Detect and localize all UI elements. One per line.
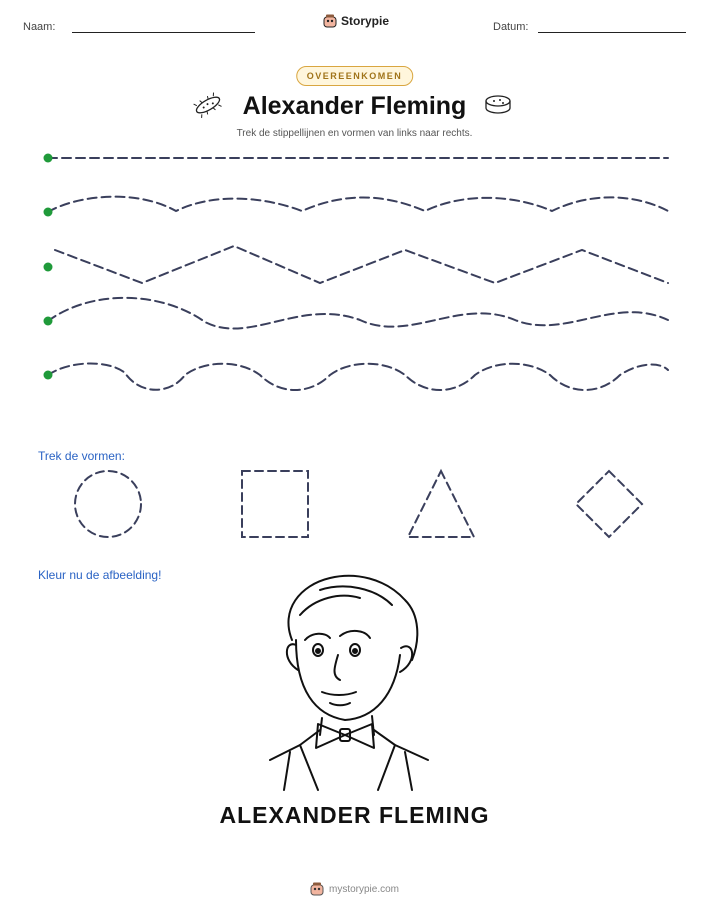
tracing-line-zigzag[interactable] <box>55 246 668 283</box>
tracing-shape-circle[interactable] <box>75 471 141 537</box>
page-title: Alexander Fleming <box>242 92 467 120</box>
tracing-shape-square[interactable] <box>242 471 308 537</box>
start-dot-2 <box>44 208 53 217</box>
footer-site[interactable]: mystorypie.com <box>328 883 399 895</box>
shapes-section-label: Trek de vormen: <box>38 449 125 463</box>
tracing-line-wave-3[interactable] <box>48 363 668 390</box>
footer <box>0 882 709 896</box>
petri-dish-icon <box>486 96 510 113</box>
date-label: Datum: <box>493 21 529 33</box>
storypie-footer-icon <box>310 882 324 896</box>
tracing-shape-diamond[interactable] <box>576 471 642 537</box>
instruction-text: Trek de stippellijnen en vormen van links naar rechts. <box>236 128 473 139</box>
alexander-fleming-portrait[interactable] <box>270 576 428 790</box>
category-badge: OVEREENKOMEN <box>296 66 414 86</box>
tracing-shape-triangle[interactable] <box>408 471 474 537</box>
illustration-caption: ALEXANDER FLEMING <box>219 802 490 828</box>
start-dot-1 <box>44 154 53 163</box>
tracing-line-wave-2[interactable] <box>48 298 668 329</box>
bacteria-icon <box>193 92 224 119</box>
start-dot-5 <box>44 371 53 380</box>
tracing-line-wave-1[interactable] <box>48 197 668 212</box>
brand-name: Storypie <box>341 14 390 28</box>
start-dot-4 <box>44 317 53 326</box>
name-label: Naam: <box>23 21 56 33</box>
start-dot-3 <box>44 263 53 272</box>
coloring-section-label: Kleur nu de afbeelding! <box>38 568 162 582</box>
